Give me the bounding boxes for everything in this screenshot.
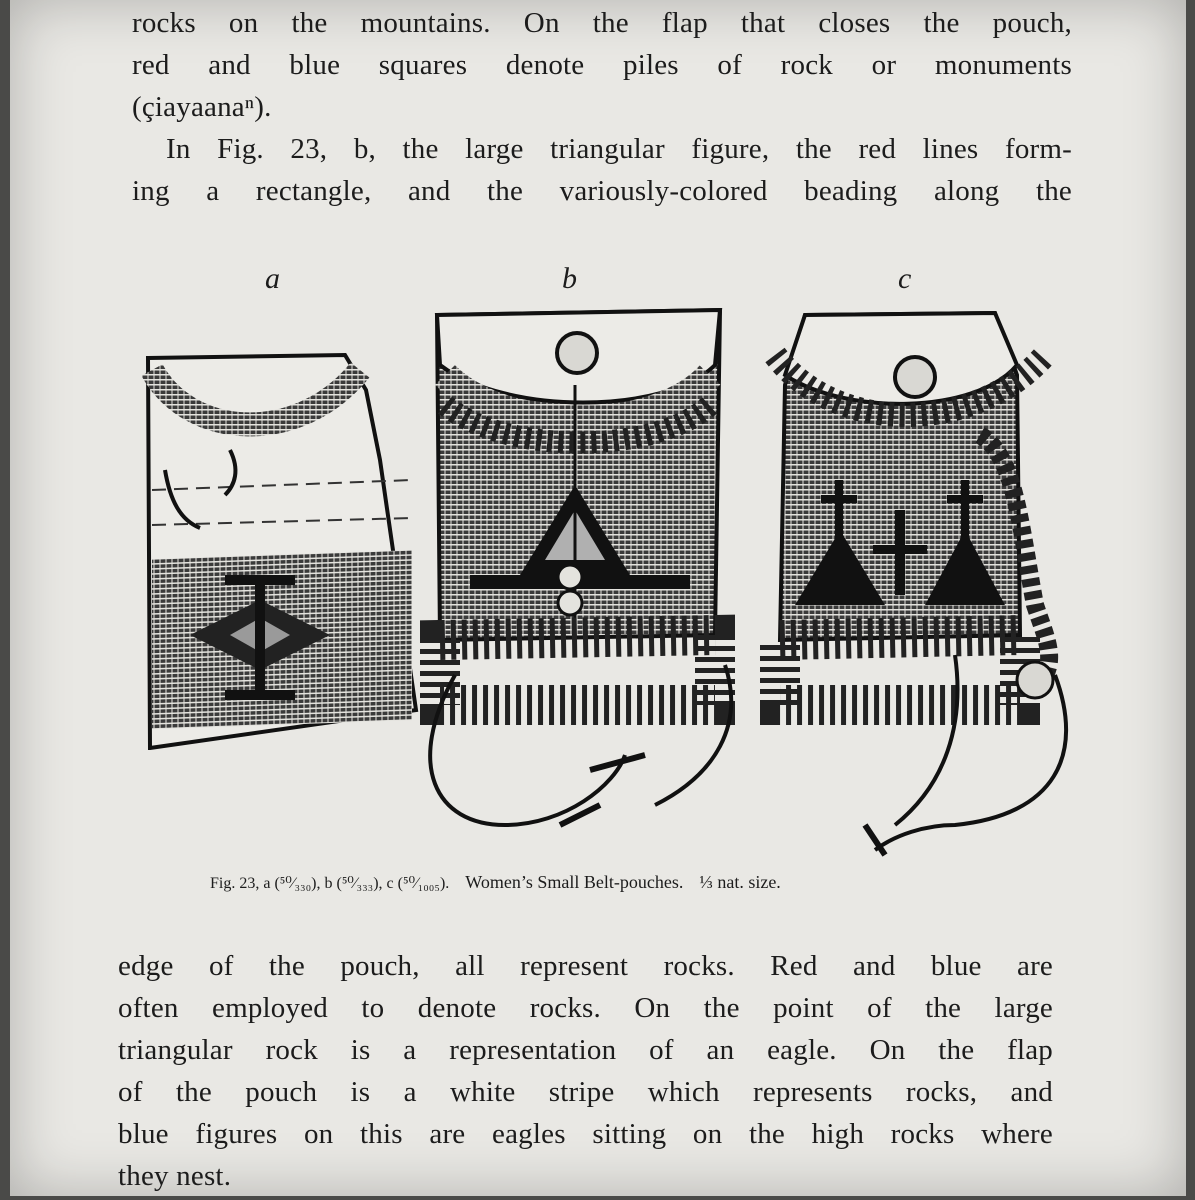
text-line: red and blue squares denote piles of rock or monuments xyxy=(132,49,1072,81)
text-line: of the pouch is a white stripe which represents rocks, and xyxy=(118,1076,1053,1108)
text-line: (çiayaanaⁿ). xyxy=(132,91,272,123)
caption-title: Women’s Small Belt-pouches. xyxy=(465,872,684,892)
bottom-paragraph xyxy=(118,945,1053,1197)
pouch-b-illustration xyxy=(415,305,755,850)
top-paragraph xyxy=(132,2,1072,212)
figure-label-a: a xyxy=(265,262,280,295)
pouch-a-illustration xyxy=(130,350,420,750)
book-page xyxy=(10,0,1186,1196)
text-line: edge of the pouch, all represent rocks. Red and blue are xyxy=(118,950,1053,982)
pouch-c-illustration xyxy=(755,305,1075,870)
figure-label-b: b xyxy=(562,262,577,295)
text-line: triangular rock is a representation of an eagle. On the flap xyxy=(118,1034,1053,1066)
caption-scale: ⅓ nat. size. xyxy=(699,872,781,892)
figure-label-c: c xyxy=(898,262,912,295)
text-line: often employed to denote rocks. On the point of the large xyxy=(118,992,1053,1024)
figure-caption xyxy=(210,872,990,893)
text-line: In Fig. 23, b, the large triangular figure, the red lines form- xyxy=(166,133,1072,165)
caption-reference: Fig. 23, a (⁵⁰⁄₃₃₀), b (⁵⁰⁄₃₃₃), c (⁵⁰⁄₁₀₀₅). xyxy=(210,875,450,892)
text-line: they nest. xyxy=(118,1160,232,1192)
text-line: blue figures on this are eagles sitting on the high rocks where xyxy=(118,1118,1053,1150)
text-line: ing a rectangle, and the variously-colored beading along the xyxy=(132,175,1072,207)
text-line: rocks on the mountains. On the flap that closes the pouch, xyxy=(132,7,1072,39)
